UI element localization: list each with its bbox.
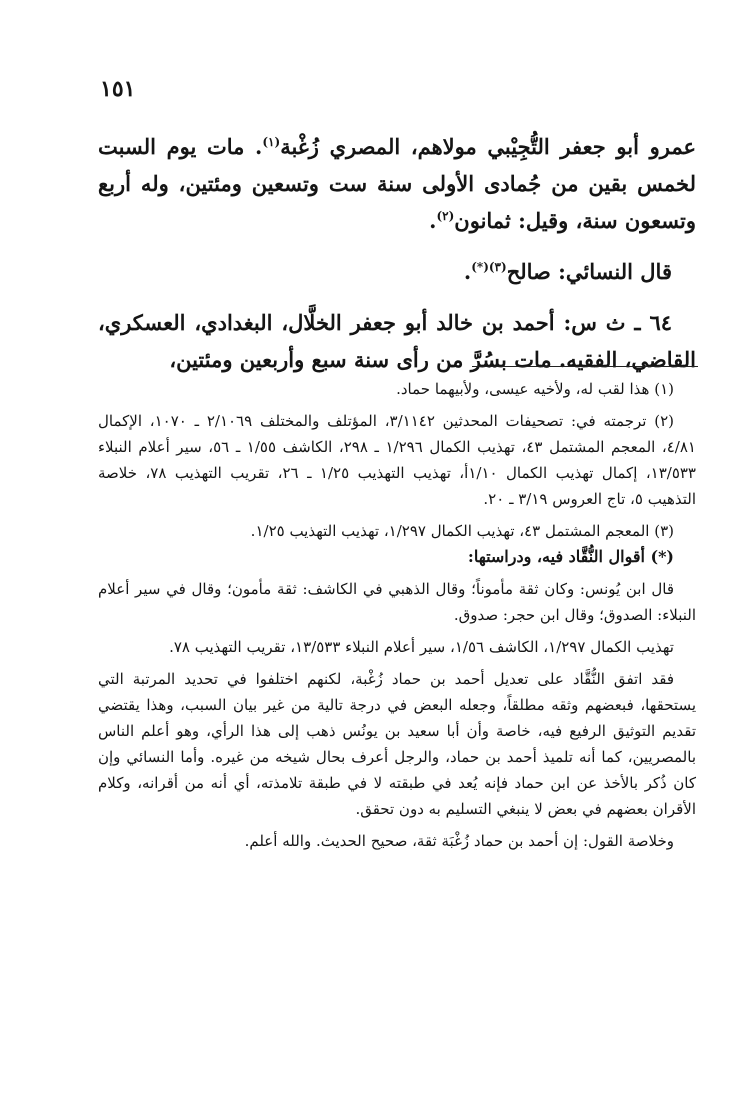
entry-63-end: . bbox=[429, 208, 437, 233]
nasai-end: . bbox=[463, 259, 472, 284]
critics-heading: (*) أقوال النُّقَّاد فيه، ودراستها: bbox=[467, 547, 674, 566]
critics-sources: تهذيب الكمال ١/٢٩٧، الكاشف ١/٥٦، سير أعلام النبلاء ١٣/٥٣٣، تقريب التهذيب ٧٨. bbox=[169, 638, 674, 656]
entry-63-line2: . مات يوم السبت لخمس بقين من جُمادى الأولى سنة ست وتسعين ومئتين، وله أربع وتسعون سنة، وقيل: ثمانون bbox=[98, 134, 696, 233]
entry-63-text bbox=[98, 128, 696, 239]
footnote-ref-1: (١) bbox=[262, 135, 281, 149]
main-text bbox=[98, 128, 696, 378]
footnotes bbox=[98, 376, 696, 854]
footnote-3: (٣) المعجم المشتمل ٤٣، تهذيب الكمال ١/٢٩٧، تهذيب التهذيب ١/٢٥. bbox=[250, 522, 674, 540]
critics-quotes: قال ابن يُونس: وكان ثقة مأموناً؛ وقال الذهبي في الكاشف: ثقة مأمون؛ وقال في سير أعلام النبلاء: الصدوق؛ وقال ابن حجر: صدوق. bbox=[98, 580, 696, 624]
footnote-ref-2: (٢) bbox=[436, 209, 455, 223]
footnote-ref-3-star: (٣)(*) bbox=[471, 260, 507, 274]
page-number: ١٥١ bbox=[100, 76, 136, 102]
entry-63-line1: عمرو أبو جعفر التُّجِيْبي مولاهم، المصري زُغْبة bbox=[280, 134, 696, 159]
nasai-text: قال النسائي: صالح bbox=[506, 259, 672, 284]
critics-conclusion: وخلاصة القول: إن أحمد بن حماد زُغْبَة ثقة، صحيح الحديث. والله أعلم. bbox=[244, 832, 674, 850]
footnote-separator bbox=[472, 366, 698, 367]
nasai-verdict bbox=[98, 253, 696, 290]
critics-study: فقد اتفق النُّقَّاد على تعديل أحمد بن حماد زُغْبة، لكنهم اختلفوا في تحديد المرتبة التي يستحقها، فبعضهم وثقه مطلقاً، وجعله البعض في درجة تالية من غير بيان السبب، وهذا يقتضي تقديم التوثيق الرفيع فيه، خاصة وأن أبا سعيد بن يونُس ذهب إلى هذا الرأي، وهو أعلم الناس بالمصريين، كما أنه تلميذ أحمد بن حماد، والرجل أعرف بحال شيخه من غيره. وأما النسائي وإن كان ذُكر بالأخذ عن ابن حماد فإنه يُعد في طبقته لا في طبقة تلامذته، أي أنه من أقرانه، وكلام الأقران بعضهم في بعض لا ينبغي التسليم به دون تحقق. bbox=[98, 670, 696, 818]
entry-64-text: ٦٤ ـ ث س: أحمد بن خالد أبو جعفر الخلَّال، البغدادي، العسكري، القاضي، الفقيه. مات بسُرَّ من رأى سنة سبع وأربعين ومئتين، bbox=[98, 310, 696, 372]
footnote-2: (٢) ترجمته في: تصحيفات المحدثين ٣/١١٤٢، المؤتلف والمختلف ٢/١٠٦٩ ـ ١٠٧٠، الإكمال ٤/٨١، المعجم المشتمل ٤٣، تهذيب الكمال ١/٢٩٦ ـ ٢٩٨، الكاشف ١/٥٥ ـ ٥٦، سير أعلام النبلاء ١٣/٥٣٣، إكمال تهذيب الكمال ١/١٠أ، تهذيب التهذيب ١/٢٥ ـ ٢٦، تقريب التهذيب ٧٨، خلاصة التذهيب ٥، تاج العروس ٣/١٩ ـ ٢٠. bbox=[98, 412, 696, 508]
footnote-1: (١) هذا لقب له، ولأخيه عيسى، ولأبيهما حماد. bbox=[396, 380, 674, 398]
